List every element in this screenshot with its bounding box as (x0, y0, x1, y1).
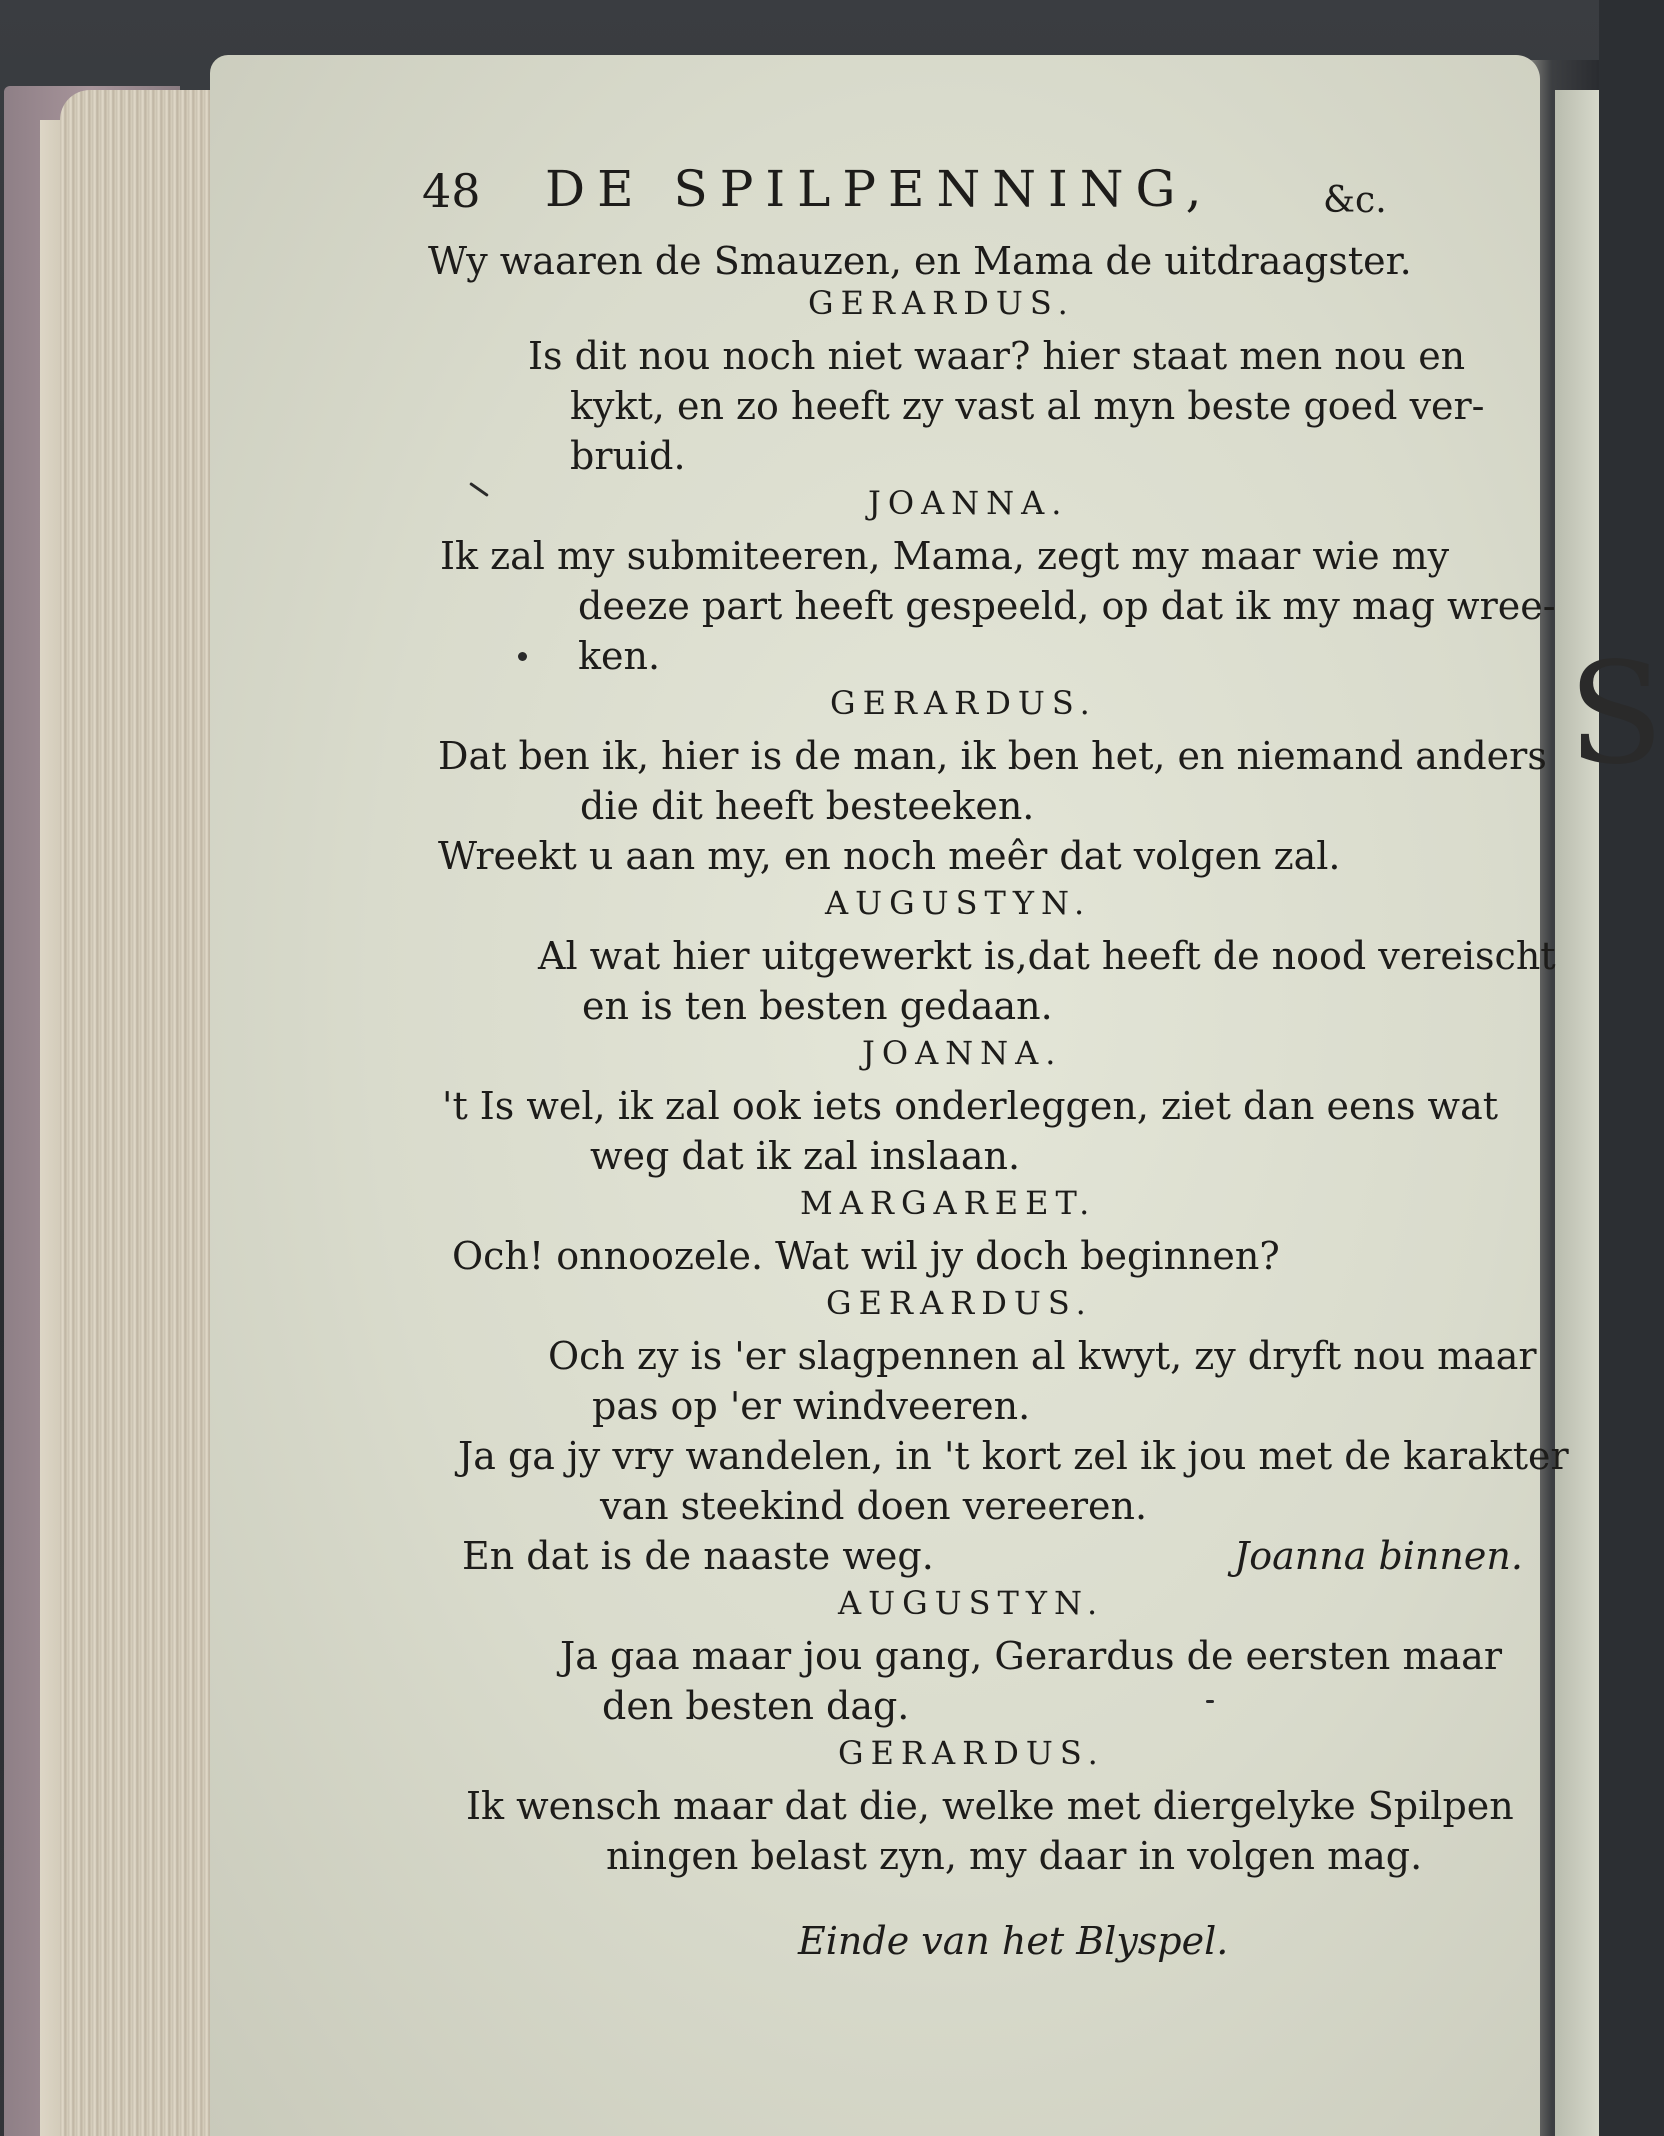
speaker-name: MARGAREET. (800, 1184, 1097, 1222)
text-line: ken. (578, 634, 661, 678)
text-line: Ja ga jy vry wandelen, in 't kort zel ik jou met de karakter (458, 1434, 1569, 1478)
text-line: deeze part heeft gespeeld, op dat ik my mag wree- (578, 584, 1556, 628)
speaker-name: JOANNA. (868, 484, 1069, 522)
text-line: Dat ben ik, hier is de man, ik ben het, en niemand anders (438, 734, 1547, 778)
running-title: DE SPILPENNING, (545, 160, 1214, 218)
speaker-name: JOANNA. (862, 1034, 1063, 1072)
speaker-name: GERARDUS. (808, 284, 1075, 322)
facing-page (1555, 90, 1664, 2136)
text-line: Och! onnoozele. Wat wil jy doch beginnen? (452, 1234, 1280, 1278)
text-line: den besten dag. (602, 1684, 910, 1728)
speaker-name: AUGUSTYN. (838, 1584, 1105, 1622)
text-line: pas op 'er windveeren. (592, 1384, 1031, 1428)
facing-page-letter: S (1568, 633, 1664, 796)
ink-dot-mark (518, 652, 527, 661)
page-edges (60, 90, 230, 2136)
text-line: ningen belast zyn, my daar in volgen mag. (606, 1834, 1423, 1878)
text-line: weg dat ik zal inslaan. (590, 1134, 1021, 1178)
stage-direction: Joanna binnen. (1234, 1534, 1523, 1578)
text-line: 't Is wel, ik zal ook iets onderleggen, ziet dan eens wat (442, 1084, 1499, 1128)
text-line: Ik zal my submiteeren, Mama, zegt my maar wie my (440, 534, 1450, 578)
text-line: bruid. (570, 434, 686, 478)
closing-line: Einde van het Blyspel. (798, 1919, 1229, 1963)
text-line: Ja gaa maar jou gang, Gerardus de eersten maar (560, 1634, 1502, 1678)
text-line: En dat is de naaste weg. (462, 1534, 934, 1578)
text-line: Och zy is 'er slagpennen al kwyt, zy dryft nou maar (548, 1334, 1537, 1378)
text-line: Al wat hier uitgewerkt is,dat heeft de nood vereischt (538, 934, 1556, 978)
text-line: die dit heeft besteeken. (580, 784, 1035, 828)
text-line: Wreekt u aan my, en noch meêr dat volgen zal. (438, 834, 1341, 878)
running-title-etc: &c. (1323, 180, 1387, 221)
speaker-name: GERARDUS. (826, 1284, 1093, 1322)
text-line: en is ten besten gedaan. (582, 984, 1053, 1028)
speaker-name: AUGUSTYN. (825, 884, 1092, 922)
text-line: Wy waaren de Smauzen, en Mama de uitdraagster. (428, 239, 1412, 283)
ink-tick-mark (1206, 1700, 1214, 1703)
text-line: Ik wensch maar dat die, welke met diergelyke Spilpen (466, 1784, 1514, 1828)
text-line: Is dit nou noch niet waar? hier staat men nou en (528, 334, 1466, 378)
speaker-name: GERARDUS. (838, 1734, 1105, 1772)
text-line: kykt, en zo heeft zy vast al myn beste goed ver- (570, 384, 1485, 428)
speaker-name: GERARDUS. (830, 684, 1097, 722)
page-number: 48 (422, 164, 481, 218)
text-line: van steekind doen vereeren. (600, 1484, 1148, 1528)
